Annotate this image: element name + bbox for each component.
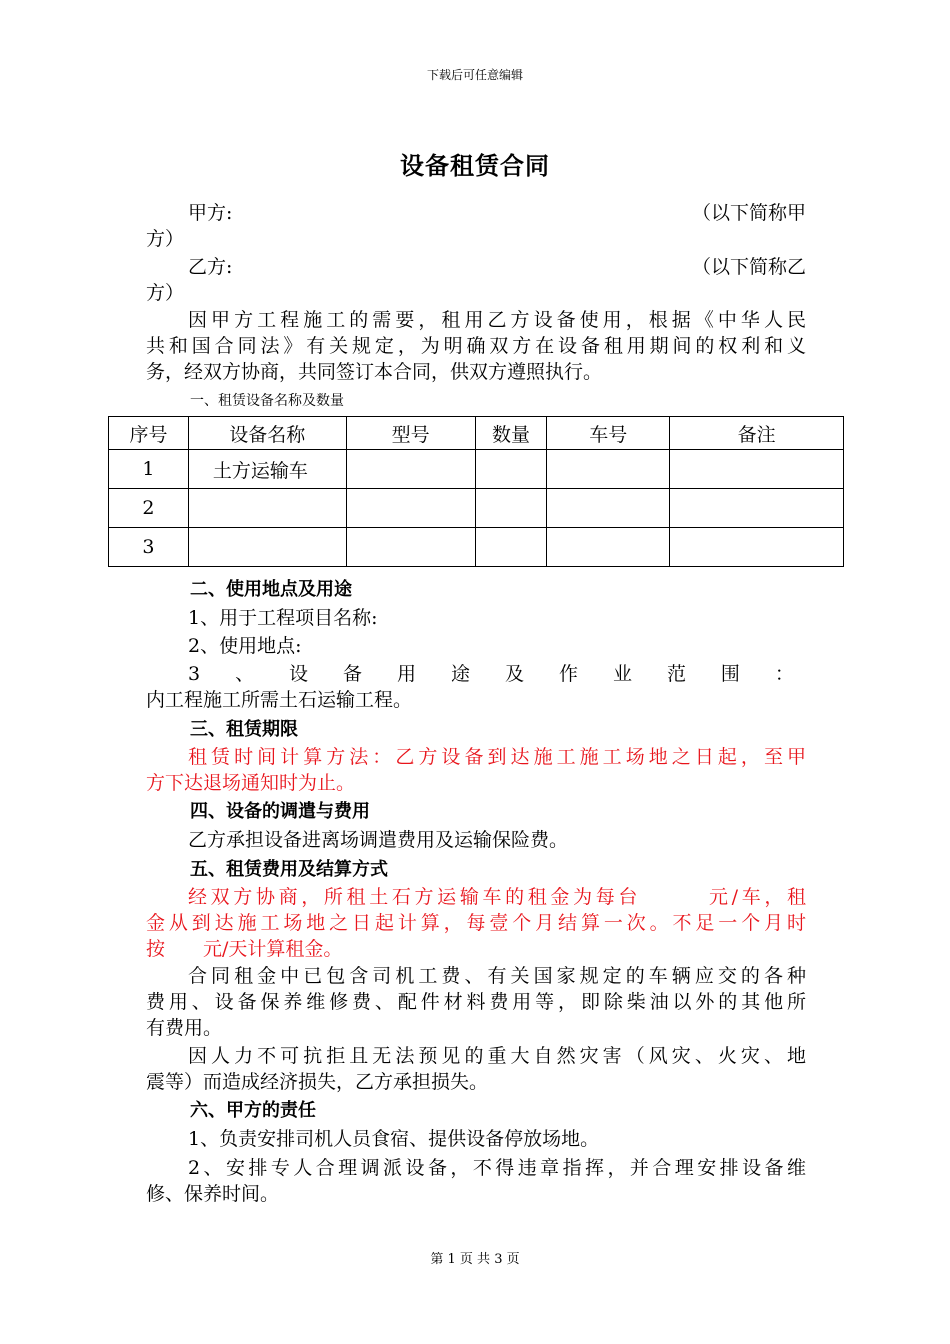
document-title: 设备租赁合同 xyxy=(400,152,550,180)
table-row xyxy=(109,450,844,489)
section-2-item-1: 1、用于工程项目名称: xyxy=(188,607,378,629)
intro-line-1: 因甲方工程施工的需要，租用乙方设备使用，根据《中华人民 xyxy=(188,309,806,331)
section-2-heading: 二、使用地点及用途 xyxy=(190,579,352,600)
item-3-char: 备 xyxy=(343,663,363,685)
table-cell xyxy=(670,489,844,528)
section-6-item-2-line-1: 2、安排专人合理调派设备，不得违章指挥，并合理安排设备维 xyxy=(188,1157,806,1179)
party-b-note-tail: 方） xyxy=(146,282,185,304)
section-3-line-2: 方下达退场通知时为止。 xyxy=(146,772,356,794)
table-cell xyxy=(547,489,670,528)
section-4-heading: 四、设备的调遣与费用 xyxy=(190,801,370,822)
section-6-item-2-line-2: 修、保养时间。 xyxy=(146,1183,280,1205)
section-5-red-line-2: 金从到达施工场地之日起计算，每壹个月结算一次。不足一个月时 xyxy=(146,912,806,934)
section-5-p2-line-1: 合同租金中已包含司机工费、有关国家规定的车辆应交的各种 xyxy=(188,965,806,987)
section-3-heading: 三、租赁期限 xyxy=(190,719,298,740)
item-3-char: 、 xyxy=(235,663,255,685)
item-3-char: 范 xyxy=(666,663,686,685)
col-header-quantity: 数量 xyxy=(475,417,547,450)
intro-line-2: 共和国合同法》有关规定，为明确双方在设备租用期间的权利和义 xyxy=(146,335,806,357)
item-3-char: 途 xyxy=(451,663,471,685)
item-3-char: 3 xyxy=(188,663,201,685)
table-cell xyxy=(346,489,475,528)
table-cell xyxy=(670,450,844,489)
party-b-note: （以下简称乙 xyxy=(691,256,806,278)
section-5-heading: 五、租赁费用及结算方式 xyxy=(190,859,388,880)
col-header-name: 设备名称 xyxy=(188,417,346,450)
section-5-p2-line-2: 费用、设备保养维修费、配件材料费用等，即除柴油以外的其他所 xyxy=(146,991,806,1013)
item-3-char: 围 xyxy=(720,663,740,685)
table-cell: 3 xyxy=(109,528,189,567)
item-3-char: 作 xyxy=(558,663,578,685)
table-row xyxy=(109,528,844,567)
table-cell xyxy=(346,528,475,567)
table-cell xyxy=(475,528,547,567)
section-6-heading: 六、甲方的责任 xyxy=(190,1100,316,1121)
table-cell xyxy=(188,528,346,567)
section-2-item-3-tail: 内工程施工所需土石运输工程。 xyxy=(146,689,413,711)
section-1-heading: 一、租赁设备名称及数量 xyxy=(190,393,344,409)
table-cell: 土方运输车 xyxy=(188,450,346,489)
table-cell xyxy=(346,450,475,489)
item-3-char: 业 xyxy=(612,663,632,685)
table-cell: 1 xyxy=(109,450,189,489)
table-header-row xyxy=(109,417,844,450)
equipment-table xyxy=(108,416,844,567)
section-2-item-3 xyxy=(188,661,794,687)
section-5-red-line-3: 按 元/天计算租金。 xyxy=(146,938,343,960)
section-5-red-line-1: 经双方协商，所租土石方运输车的租金为每台 元/车，租 xyxy=(188,886,806,908)
table-cell xyxy=(547,450,670,489)
page-footer: 第 1 页 共 3 页 xyxy=(430,1252,520,1267)
table-cell xyxy=(475,450,547,489)
party-a-note: （以下简称甲 xyxy=(691,202,806,224)
party-a-label: 甲方: xyxy=(188,202,233,224)
section-5-p3-line-2: 震等）而造成经济损失，乙方承担损失。 xyxy=(146,1071,489,1093)
item-3-char: 及 xyxy=(504,663,524,685)
section-6-item-1: 1、负责安排司机人员食宿、提供设备停放场地。 xyxy=(188,1128,600,1150)
section-5-p3-line-1: 因人力不可抗拒且无法预见的重大自然灾害（风灾、火灾、地 xyxy=(188,1045,806,1067)
section-2-item-2: 2、使用地点: xyxy=(188,635,302,657)
table-cell xyxy=(670,528,844,567)
table-cell xyxy=(475,489,547,528)
table-row xyxy=(109,489,844,528)
party-b-label: 乙方: xyxy=(188,256,233,278)
section-5-p2-line-3: 有费用。 xyxy=(146,1017,223,1039)
col-header-remarks: 备注 xyxy=(670,417,844,450)
col-header-index: 序号 xyxy=(109,417,189,450)
header-note: 下载后可任意编辑 xyxy=(426,68,523,82)
item-3-char: ： xyxy=(774,663,794,685)
col-header-plate: 车号 xyxy=(547,417,670,450)
item-3-char: 设 xyxy=(289,663,309,685)
section-3-line-1: 租赁时间计算方法：乙方设备到达施工施工场地之日起，至甲 xyxy=(188,746,806,768)
intro-line-3: 务，经双方协商，共同签订本合同，供双方遵照执行。 xyxy=(146,361,603,383)
col-header-model: 型号 xyxy=(346,417,475,450)
table-cell xyxy=(547,528,670,567)
item-3-char: 用 xyxy=(397,663,417,685)
party-a-note-tail: 方） xyxy=(146,228,185,250)
table-cell: 2 xyxy=(109,489,189,528)
table-cell xyxy=(188,489,346,528)
section-4-line-1: 乙方承担设备进离场调遣费用及运输保险费。 xyxy=(188,829,569,851)
